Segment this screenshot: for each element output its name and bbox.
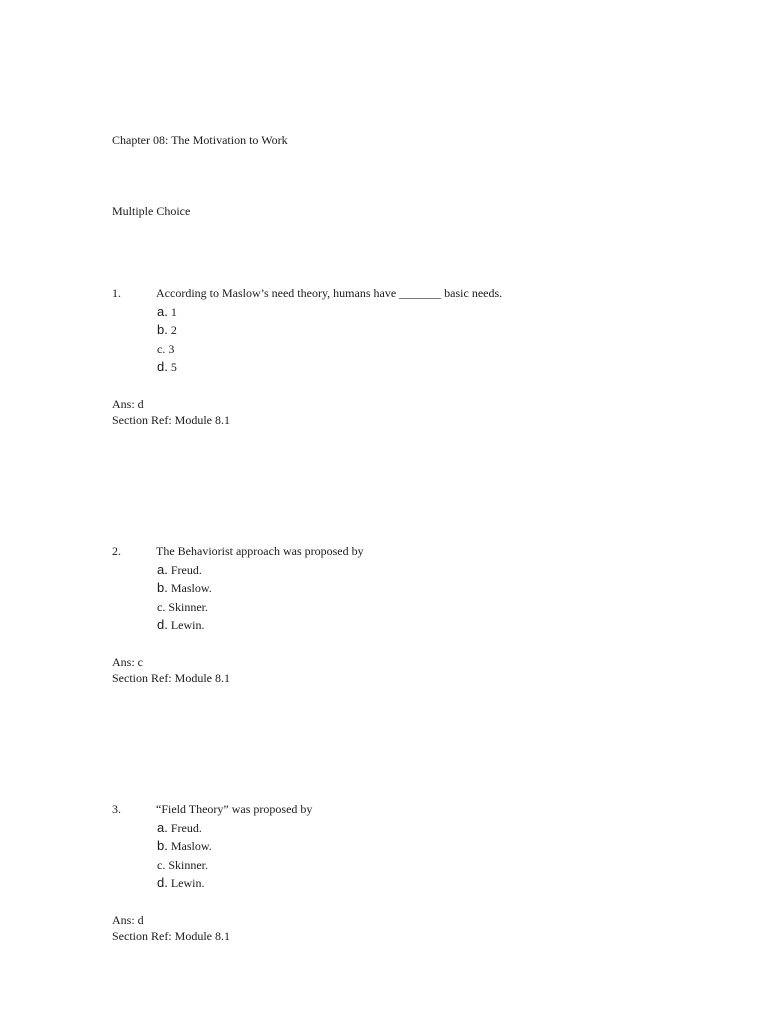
option-b bbox=[157, 579, 212, 597]
option-text: Maslow. bbox=[170, 581, 212, 596]
answer-key: Ans: d bbox=[112, 913, 144, 927]
option-text: Freud. bbox=[170, 821, 202, 835]
question-number: 3. bbox=[112, 802, 121, 816]
option-a bbox=[157, 561, 212, 579]
question-stem: According to Maslow’s need theory, humans have _______ basic needs. bbox=[156, 286, 503, 300]
option-letter: d. bbox=[157, 875, 168, 891]
answer-options bbox=[157, 561, 212, 635]
option-text: Skinner. bbox=[168, 599, 208, 614]
option-a bbox=[157, 819, 212, 837]
section-ref: Section Ref: Module 8.1 bbox=[112, 929, 230, 943]
option-letter: c. bbox=[157, 341, 166, 356]
answer-options bbox=[157, 819, 212, 893]
option-letter: a. bbox=[157, 820, 168, 835]
question-stem: The Behaviorist approach was proposed by bbox=[156, 544, 364, 558]
option-d bbox=[157, 616, 212, 634]
option-letter: c. bbox=[157, 599, 166, 614]
option-letter: b. bbox=[157, 580, 168, 596]
option-a bbox=[157, 303, 177, 321]
question-stem: “Field Theory” was proposed by bbox=[156, 802, 313, 816]
option-letter: d. bbox=[157, 359, 168, 375]
option-letter: b. bbox=[157, 322, 168, 338]
option-d bbox=[157, 874, 212, 892]
option-text: Freud. bbox=[170, 563, 202, 577]
answer-key: Ans: c bbox=[112, 655, 143, 669]
option-text: 3 bbox=[168, 341, 175, 356]
option-text: Lewin. bbox=[170, 618, 205, 633]
question-number: 2. bbox=[112, 544, 121, 558]
option-text: Lewin. bbox=[170, 876, 205, 891]
section-ref: Section Ref: Module 8.1 bbox=[112, 413, 230, 427]
question-number: 1. bbox=[112, 286, 121, 300]
option-text: Maslow. bbox=[170, 839, 212, 854]
option-b bbox=[157, 837, 212, 855]
section-heading: Multiple Choice bbox=[112, 204, 191, 218]
option-text: 1 bbox=[170, 305, 177, 319]
option-c bbox=[157, 856, 212, 874]
option-c bbox=[157, 340, 177, 358]
chapter-title: Chapter 08: The Motivation to Work bbox=[112, 133, 288, 147]
option-c bbox=[157, 598, 212, 616]
answer-options bbox=[157, 303, 177, 377]
option-text: 2 bbox=[170, 323, 177, 338]
option-letter: d. bbox=[157, 617, 168, 633]
option-b bbox=[157, 321, 177, 339]
option-letter: b. bbox=[157, 838, 168, 854]
option-letter: a. bbox=[157, 562, 168, 577]
option-d bbox=[157, 358, 177, 376]
option-letter: c. bbox=[157, 857, 166, 872]
option-letter: a. bbox=[157, 304, 168, 319]
option-text: 5 bbox=[170, 360, 177, 375]
option-text: Skinner. bbox=[168, 857, 208, 872]
answer-key: Ans: d bbox=[112, 397, 144, 411]
section-ref: Section Ref: Module 8.1 bbox=[112, 671, 230, 685]
